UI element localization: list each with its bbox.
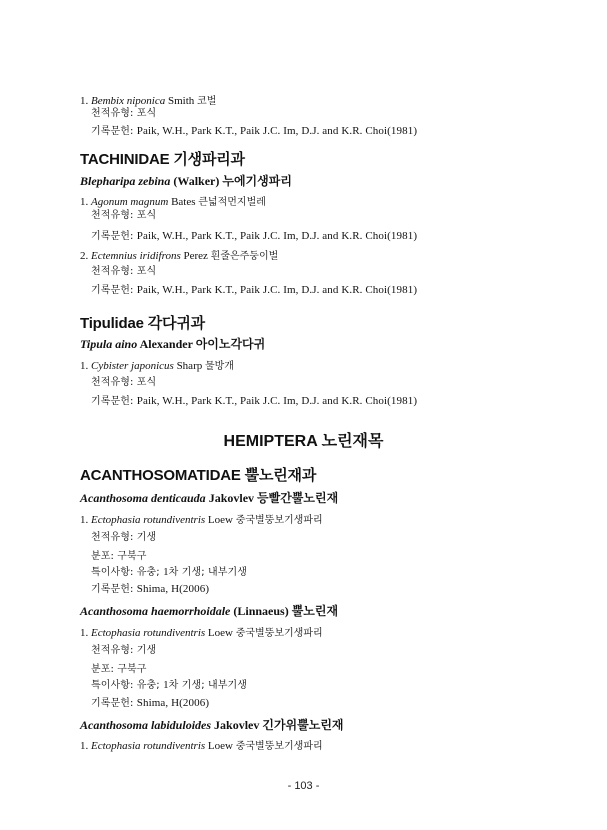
record-detail — [91, 396, 417, 407]
record-detail — [91, 285, 417, 296]
text-segment: 1. — [80, 360, 91, 372]
record-detail — [91, 664, 147, 675]
korean-text: 특이사항: 유충; — [91, 680, 164, 691]
scientific-name: Acanthosoma denticauda — [80, 491, 206, 505]
record-detail — [91, 584, 209, 595]
korean-text: 기록문헌: — [91, 126, 137, 137]
korean-text: 특이사항: 유충; — [91, 567, 164, 578]
text-segment: HEMIPTERA — [223, 433, 322, 450]
family-heading — [80, 468, 316, 483]
korean-text: 누에기생파리 — [222, 174, 292, 188]
scientific-name: Blepharipa zebina — [80, 174, 171, 188]
text-segment: Perez — [180, 250, 211, 262]
text-segment: Paik, W.H., Park K.T., Paik J.C. Im, D.J. and K.R. Choi(1981) — [136, 284, 418, 296]
korean-text: 기록문헌: — [91, 396, 137, 407]
record-detail — [91, 698, 209, 709]
text-segment: Shima, H(2006) — [136, 583, 210, 595]
record-detail — [91, 126, 417, 137]
scientific-name: Tipula aino — [80, 337, 138, 351]
species-heading — [80, 719, 344, 731]
korean-text: 차 기생; 내부기생 — [168, 680, 248, 691]
scientific-name: Ectophasia rotundiventris — [91, 514, 206, 526]
record-detail — [91, 108, 156, 119]
korean-text: 기록문헌: — [91, 584, 137, 595]
korean-text: 긴가위뿔노린재 — [262, 718, 344, 732]
record-detail — [91, 210, 156, 221]
species-heading — [80, 605, 338, 617]
korean-text: 분포: 구북구 — [91, 664, 147, 675]
korean-text: 각다귀과 — [147, 314, 205, 332]
text-segment: Jakovlev — [211, 718, 263, 732]
record-entry — [80, 515, 323, 526]
korean-text: 기록문헌: — [91, 698, 137, 709]
korean-text: 중국별뚱보기생파리 — [235, 741, 323, 752]
scientific-name: Ectemnius iridifrons — [91, 250, 181, 262]
text-segment: (Linnaeus) — [230, 604, 292, 618]
text-segment: ACANTHOSOMATIDAE — [80, 467, 245, 484]
record-detail — [91, 377, 156, 388]
family-heading — [80, 152, 245, 167]
text-segment: Smith — [165, 95, 198, 107]
text-segment: Loew — [205, 514, 236, 526]
text-segment: 1. — [80, 627, 91, 639]
scientific-name: Acanthosoma labiduloides — [80, 718, 212, 732]
korean-text: 뿔노린재과 — [244, 466, 317, 484]
korean-text: 중국별뚱보기생파리 — [235, 515, 323, 526]
scientific-name: Ectophasia rotundiventris — [91, 627, 206, 639]
korean-text: 천적유형: 기생 — [91, 645, 157, 656]
korean-text: 노린재목 — [321, 431, 384, 450]
text-segment: Jakovlev — [205, 491, 258, 505]
korean-text: 기생파리과 — [173, 150, 245, 168]
page-number: - 103 - — [287, 780, 320, 792]
korean-text: 기록문헌: — [91, 231, 137, 242]
text-segment: TACHINIDAE — [80, 151, 174, 168]
scientific-name: Bembix niponica — [91, 95, 166, 107]
record-detail — [91, 645, 156, 656]
text-segment: 1. — [80, 740, 91, 752]
record-entry — [80, 361, 234, 372]
order-title — [0, 433, 607, 450]
record-detail — [91, 266, 156, 277]
text-segment: Paik, W.H., Park K.T., Paik J.C. Im, D.J. and K.R. Choi(1981) — [136, 230, 418, 242]
record-detail — [91, 231, 417, 242]
korean-text: 뿔노린재 — [291, 604, 339, 618]
text-segment: 1. — [80, 196, 91, 208]
text-segment: Sharp — [173, 360, 205, 372]
record-detail — [91, 551, 147, 562]
korean-text: 큰넓적먼지벌레 — [198, 197, 266, 208]
korean-text: 아이노각다귀 — [195, 337, 266, 351]
record-entry — [80, 251, 278, 262]
record-entry — [80, 741, 323, 752]
korean-text: 흰줄은주둥이벌 — [210, 251, 279, 262]
text-segment: Loew — [205, 627, 236, 639]
korean-text: 천적유형: 기생 — [91, 532, 157, 543]
korean-text: 천적유형: 포식 — [91, 377, 157, 388]
species-heading — [80, 175, 292, 187]
text-segment: 1 — [163, 679, 169, 691]
record-entry — [80, 197, 266, 208]
record-detail — [91, 567, 247, 578]
text-segment: 1. — [80, 514, 91, 526]
record-detail — [91, 680, 247, 691]
text-segment: Shima, H(2006) — [136, 697, 210, 709]
record-entry — [80, 96, 216, 107]
scientific-name: Agonum magnum — [91, 196, 169, 208]
korean-text: 중국별뚱보기생파리 — [235, 628, 323, 639]
text-segment: (Walker) — [170, 174, 223, 188]
korean-text: 천적유형: 포식 — [91, 210, 157, 221]
text-segment: 2. — [80, 250, 91, 262]
korean-text: 등빨간뿔노린재 — [257, 491, 339, 505]
species-heading — [80, 338, 265, 350]
text-segment: Loew — [205, 740, 236, 752]
text-segment: Paik, W.H., Park K.T., Paik J.C. Im, D.J. and K.R. Choi(1981) — [136, 125, 418, 137]
korean-text: 코벌 — [197, 96, 217, 107]
korean-text: 기록문헌: — [91, 285, 137, 296]
text-segment: 1. — [80, 95, 91, 107]
text-segment: Paik, W.H., Park K.T., Paik J.C. Im, D.J. and K.R. Choi(1981) — [136, 395, 418, 407]
text-segment: Bates — [168, 196, 199, 208]
family-heading — [80, 316, 205, 331]
species-heading — [80, 492, 338, 504]
korean-text: 차 기생; 내부기생 — [168, 567, 248, 578]
record-entry — [80, 628, 323, 639]
text-segment: 1 — [163, 566, 169, 578]
korean-text: 물방개 — [204, 361, 234, 372]
scientific-name: Acanthosoma haemorrhoidale — [80, 604, 231, 618]
text-segment: Alexander — [137, 337, 196, 351]
korean-text: 분포: 구북구 — [91, 551, 147, 562]
korean-text: 천적유형: 포식 — [91, 266, 157, 277]
scientific-name: Cybister japonicus — [91, 360, 174, 372]
korean-text: 천적유형: 포식 — [91, 108, 157, 119]
record-detail — [91, 532, 156, 543]
scientific-name: Ectophasia rotundiventris — [91, 740, 206, 752]
text-segment: Tipulidae — [80, 315, 148, 332]
